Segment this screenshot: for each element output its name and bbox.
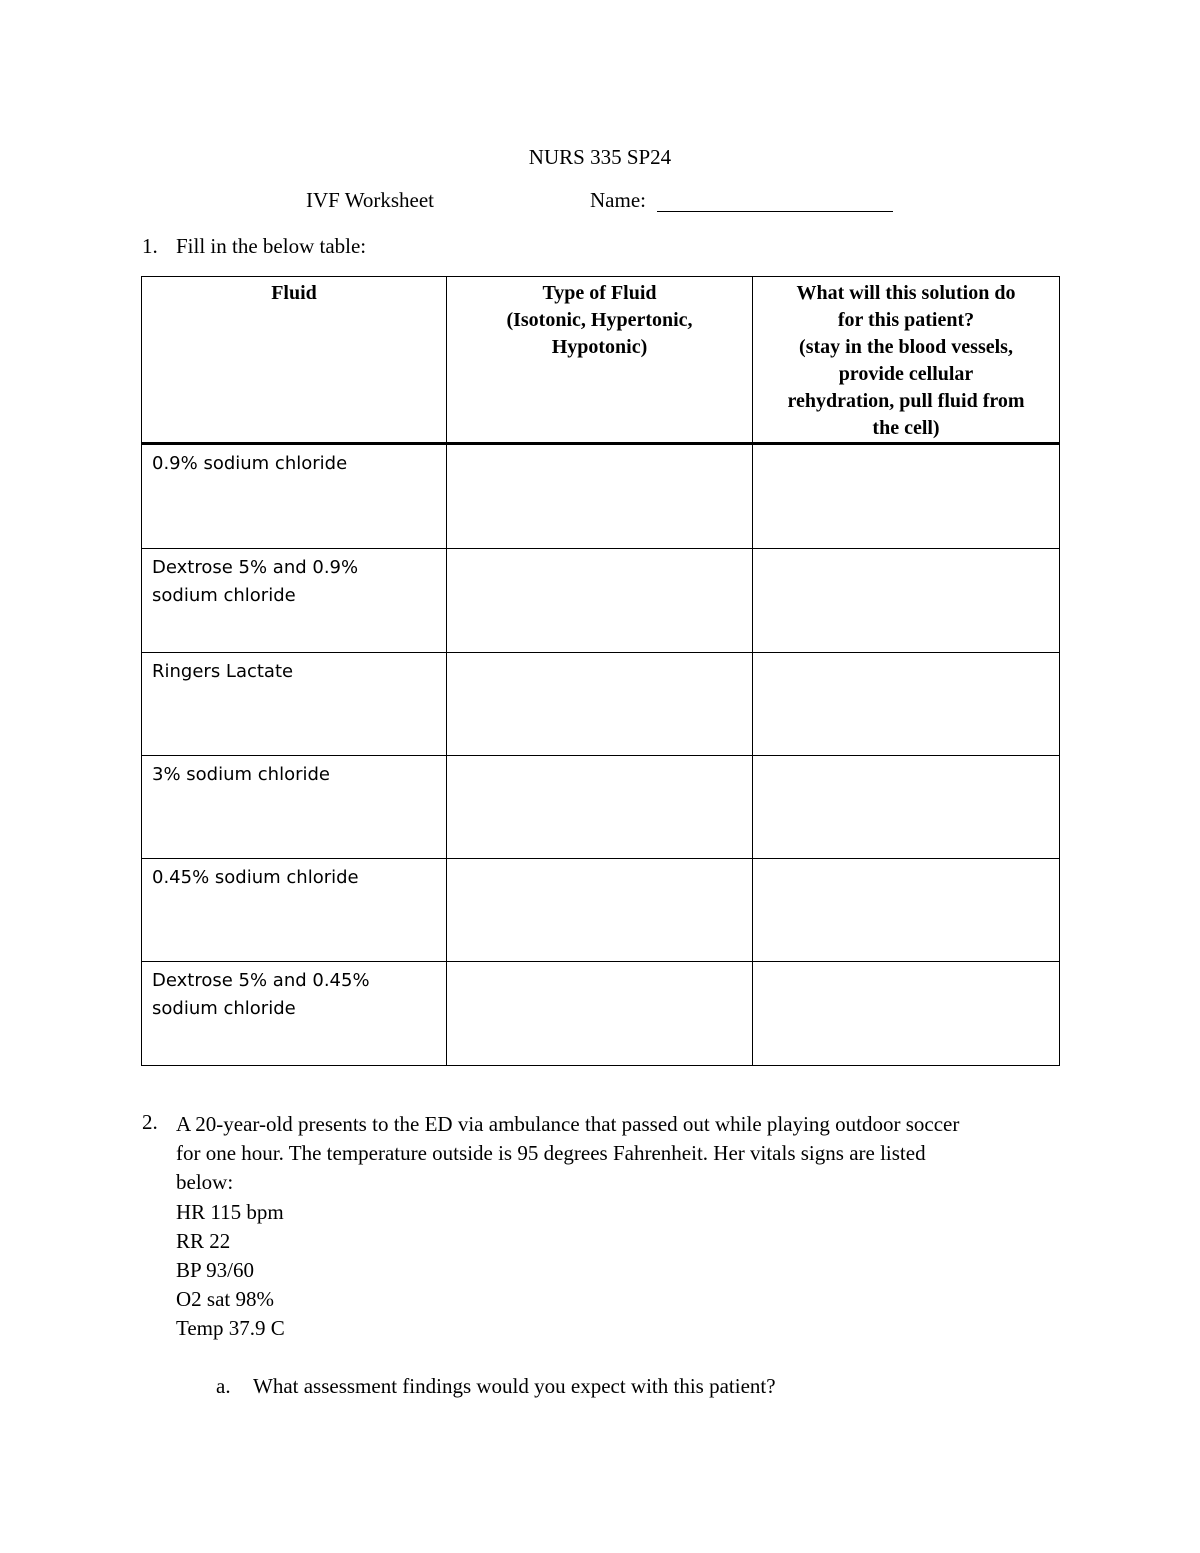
question-2-line: A 20-year-old presents to the ED via ambulance that passed out while playing outdoor soccer bbox=[176, 1112, 960, 1136]
fluid-cell bbox=[142, 653, 447, 756]
course-title: NURS 335 SP24 bbox=[528, 145, 672, 169]
effect-cell[interactable] bbox=[753, 756, 1060, 859]
fluid-cell bbox=[142, 444, 447, 549]
effect-cell[interactable] bbox=[753, 859, 1060, 962]
header-type-line: Type of Fluid bbox=[542, 282, 657, 304]
header-type-of-fluid bbox=[447, 277, 753, 444]
type-cell[interactable] bbox=[447, 653, 753, 756]
header-fluid bbox=[142, 277, 447, 444]
vital-sign-rr: RR 22 bbox=[176, 1228, 231, 1253]
fluid-table bbox=[141, 276, 1060, 1066]
fluid-name: 3% sodium chloride bbox=[152, 764, 330, 785]
type-cell[interactable] bbox=[447, 859, 753, 962]
header-type-line: (Isotonic, Hypertonic, bbox=[506, 309, 693, 331]
vital-sign-temp: Temp 37.9 C bbox=[176, 1316, 285, 1341]
table-row bbox=[142, 859, 1060, 962]
header-effect-line: rehydration, pull fluid from bbox=[787, 390, 1025, 412]
subquestion-a-text: What assessment findings would you expect with this patient? bbox=[253, 1374, 776, 1398]
type-cell[interactable] bbox=[447, 756, 753, 859]
table-row bbox=[142, 962, 1060, 1066]
table-header-row bbox=[142, 277, 1060, 444]
effect-cell[interactable] bbox=[753, 653, 1060, 756]
fluid-cell bbox=[142, 962, 447, 1066]
fluid-name: Dextrose 5% and 0.45% sodium chloride bbox=[152, 970, 370, 1019]
table-row bbox=[142, 444, 1060, 549]
header-fluid-line: Fluid bbox=[271, 282, 317, 304]
effect-cell[interactable] bbox=[753, 549, 1060, 653]
header-effect-line: for this patient? bbox=[837, 309, 975, 331]
type-cell[interactable] bbox=[447, 962, 753, 1066]
effect-cell[interactable] bbox=[753, 962, 1060, 1066]
name-label: Name: bbox=[590, 188, 646, 212]
fluid-cell bbox=[142, 859, 447, 962]
fluid-name: Dextrose 5% and 0.9% sodium chloride bbox=[152, 557, 359, 606]
question-2-number: 2. bbox=[142, 1110, 158, 1134]
table-row bbox=[142, 653, 1060, 756]
fluid-name: Ringers Lactate bbox=[152, 661, 294, 682]
worksheet-title: IVF Worksheet bbox=[306, 188, 434, 212]
fluid-cell bbox=[142, 756, 447, 859]
question-1-text: Fill in the below table: bbox=[176, 234, 367, 258]
header-effect-line: What will this solution do bbox=[796, 282, 1016, 304]
header-type-line: Hypotonic) bbox=[551, 336, 648, 358]
effect-cell[interactable] bbox=[753, 444, 1060, 549]
vital-sign-bp: BP 93/60 bbox=[176, 1258, 254, 1283]
header-solution-effect bbox=[753, 277, 1060, 444]
header-effect-line: the cell) bbox=[872, 417, 940, 439]
header-effect-line: provide cellular bbox=[838, 363, 974, 385]
table-row bbox=[142, 756, 1060, 859]
fluid-cell bbox=[142, 549, 447, 653]
fluid-name: 0.9% sodium chloride bbox=[152, 453, 348, 474]
table-row bbox=[142, 549, 1060, 653]
fluid-name: 0.45% sodium chloride bbox=[152, 867, 359, 888]
vital-sign-o2: O2 sat 98% bbox=[176, 1287, 274, 1312]
question-2-line: for one hour. The temperature outside is 95 degrees Fahrenheit. Her vitals signs are listed bbox=[176, 1141, 926, 1166]
vital-sign-hr: HR 115 bpm bbox=[176, 1199, 284, 1224]
header-effect-line: (stay in the blood vessels, bbox=[799, 336, 1013, 358]
question-2-text bbox=[176, 1110, 1076, 1344]
subquestion-a-letter: a. bbox=[216, 1374, 231, 1398]
question-1-number: 1. bbox=[142, 234, 158, 258]
type-cell[interactable] bbox=[447, 444, 753, 549]
question-2-line: below: bbox=[176, 1170, 234, 1195]
name-blank-line[interactable] bbox=[657, 211, 893, 212]
type-cell[interactable] bbox=[447, 549, 753, 653]
